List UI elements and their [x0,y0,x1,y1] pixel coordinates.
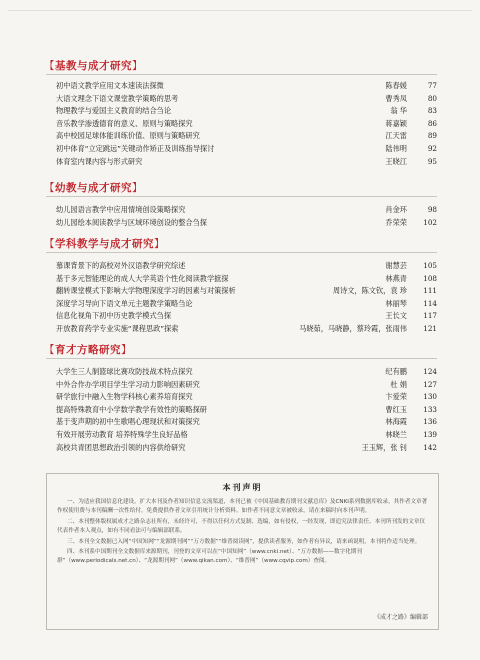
toc-row[interactable] [56,404,437,417]
toc-row[interactable] [56,93,437,106]
article-author: 王玉辉，张 钊 [361,442,407,452]
toc-row[interactable] [56,130,437,143]
toc-row[interactable] [56,80,437,93]
article-author: 翁 华 [390,106,407,116]
article-page: 136 [423,417,437,427]
article-page: 133 [423,404,437,414]
article-author: 杜 娟 [390,379,407,389]
toc-row[interactable] [56,143,437,156]
toc-row[interactable] [56,298,437,311]
article-title: 幼儿园语言教学中应用情境创设策略探究 [56,205,186,214]
toc-row[interactable] [56,217,437,230]
article-author: 马晓茹，马晓静，蔡玲霞，张雨伟 [299,323,407,333]
article-page: 83 [427,106,437,116]
article-page: 98 [427,205,437,214]
article-title: 高校共青团思想政治引领的内容供给研究 [56,442,186,452]
article-author: 林晓兰 [385,429,407,439]
article-title: 音乐教学渗透德育的意义、原则与策略探究 [56,118,193,128]
article-page: 121 [423,323,437,333]
article-page: 92 [427,143,437,153]
toc-row[interactable] [56,442,437,455]
toc-row[interactable] [56,379,437,392]
section-heading-xueke: 【学科教学与成才研究】 [44,238,165,250]
article-title: 体育室内课内容与形式研究 [56,156,143,166]
toc-row[interactable] [56,118,437,131]
article-author: 蒋嘉颖 [385,118,407,128]
article-title: 慕课背景下的高校对外汉语教学研究综述 [56,261,186,270]
toc-row[interactable] [56,323,437,336]
toc-row[interactable] [56,204,437,217]
toc-row[interactable] [56,285,437,298]
article-title: 信息化视角下初中历史教学模式刍探 [56,311,172,321]
article-author: 曹红玉 [385,404,407,414]
article-page: 124 [423,367,437,376]
article-title: 高中校园足球体能训练价值、原则与策略研究 [56,131,200,141]
article-title: 基于变声期的初中生歌唱心理现状和对策探究 [56,417,200,427]
notice-title: 本刊声明 [222,483,263,492]
article-author: 肖金环 [385,205,407,214]
article-page: 108 [423,273,437,283]
article-author: 王晓江 [385,156,407,166]
article-title: 翻转课堂模式下影响大学物理深度学习的因素与对策探析 [56,286,236,296]
article-title: 中外合作办学项目学生学习动力影响因素研究 [56,379,200,389]
article-page: 127 [423,379,437,389]
toc-row[interactable] [56,260,437,273]
toc-row[interactable] [56,310,437,323]
article-author: 江天雷 [385,131,407,141]
notice-paragraph: 二、本刊整体版权属成才之路杂志社所有，未经许可，不得以任何方式复制、选编，如有侵权，一经发现，即追究法律责任。本刊所刊发的文章仅代表作者本人观点，如有不同看法可与编辑部联系。 [57,518,426,535]
section-rule [46,196,437,197]
article-page: 111 [423,286,437,296]
section-heading-yucai: 【育才方略研究】 [44,344,132,356]
article-author: 林丽琴 [385,298,407,308]
article-title: 开放教育药学专业实施“课程思政”探索 [56,323,179,333]
article-page: 114 [423,298,437,308]
notice-paragraph: 四、本刊系中国期刊全文数据库来源期刊，刊登的文章可以在“中国知网”（www.cnki.net）、“万方数据——数字化期刊群”（www.periodicals.net.cn）、“龙源期刊网”（www.qikan.com）、“维普网”（www.cqvip.com）查阅。 [57,549,362,565]
toc-list-youjiao [56,204,437,229]
notice-signature: 《成才之路》编辑部 [373,614,428,621]
journal-notice-box [46,473,439,630]
article-title: 基于多元智能理论的成人大学英语个性化阅读教学摭探 [56,273,229,283]
article-author: 林海霞 [385,417,407,427]
section-rule [46,252,437,253]
toc-row[interactable] [56,391,437,404]
article-title: 大语文理念下语文课堂教学策略的思考 [56,93,179,103]
article-title: 大学生三人制篮球比赛攻防技战术特点探究 [56,367,193,376]
article-page: 95 [427,156,437,166]
toc-row[interactable] [56,105,437,118]
notice-paragraph: 三、本刊全文数据已入网“中国知网”“龙源期刊网”“万方数据”“维普阅读网”，提供读者服务，如作者有异议，请来函说明，本刊将作适当处理。 [67,538,421,545]
article-page: 102 [423,217,437,227]
article-page: 142 [423,442,437,452]
article-page: 89 [427,131,437,141]
section-heading-jijiao: 【基教与成才研究】 [44,60,143,72]
article-page: 77 [427,81,437,90]
toc-row[interactable] [56,156,437,169]
toc-list-xueke [56,260,437,336]
article-title: 初中语文教学应用文本速读法探微 [56,81,164,90]
article-author: 王长文 [385,311,407,321]
article-author: 乔荣荣 [385,217,407,227]
toc-row[interactable] [56,366,437,379]
toc-list-yucai [56,366,437,454]
article-title: 有效开展劳动教育 培养特殊学生良好品格 [56,429,188,439]
section-rule [46,358,437,359]
article-title: 幼儿园绘本阅读教学与区域环境创设的整合刍探 [56,217,207,227]
article-page: 86 [427,118,437,128]
toc-row[interactable] [56,273,437,286]
article-author: 谢慧芸 [385,261,407,270]
article-page: 139 [423,429,437,439]
toc-list-jijiao [56,80,437,168]
article-title: 深度学习导向下语文单元主题教学策略刍论 [56,298,193,308]
article-author: 陆伟明 [385,143,407,153]
article-page: 130 [423,392,437,402]
toc-row[interactable] [56,429,437,442]
article-page: 105 [423,261,437,270]
article-author: 林燕青 [385,273,407,283]
notice-body [57,498,428,568]
article-author: 周诗文，陈文钦，袁 珍 [332,286,407,296]
notice-paragraph: 一、为适应我国信息化建设，扩大本刊及作者知识信息交流渠道，本刊已被《中国基础教育期刊文献总库》及CNKI系列数据库收录，其作者文章著作权使用费与本刊稿酬一次性给付。免费提供作者文章引用统计分析资料。如作者不同意文章被收录，请在来稿时向本刊声明。 [57,499,428,515]
article-author: 纪有鹏 [385,367,407,376]
article-page: 80 [427,93,437,103]
article-author: 陈春媛 [385,81,407,90]
article-author: 曹秀凤 [385,93,407,103]
section-heading-youjiao: 【幼教与成才研究】 [44,182,143,194]
article-author: 卞爱荣 [385,392,407,402]
top-rule [8,10,472,11]
article-title: 初中体育“立定跳远”关键动作矫正及训练指导探讨 [56,143,215,153]
article-title: 提高特殊教育中小学数学教学有效性的策略探研 [56,404,207,414]
toc-row[interactable] [56,416,437,429]
article-title: 研学旅行中融入生物学科核心素养培育探究 [56,392,193,402]
article-page: 117 [423,311,437,321]
section-rule [46,74,437,75]
article-title: 物理教学与爱国主义教育的结合刍论 [56,106,172,116]
